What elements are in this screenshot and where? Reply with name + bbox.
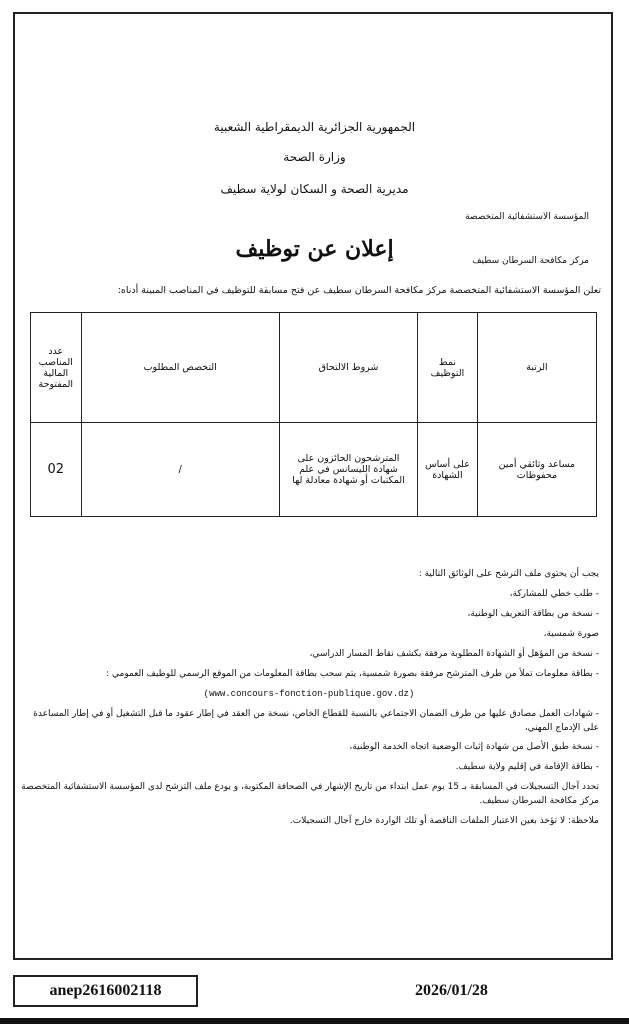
document-item: - نسخة طبق الأصل من شهادة إثبات الوضعية اتجاه الخدمة الوطنية، bbox=[349, 742, 599, 753]
documents-section bbox=[19, 568, 599, 835]
document-item: - نسخة من بطاقة التعريف الوطنية، bbox=[467, 608, 599, 619]
cell-specialty: / bbox=[81, 423, 279, 517]
bottom-border bbox=[0, 1018, 629, 1024]
document-item: - بطاقة معلومات تملأ من طرف المترشح مرفقة بصورة شمسية، يتم سحب بطاقة المعلومات من الموقع الرسمي للوظيف العمومي : bbox=[106, 668, 599, 679]
header-specialty: التخصص المطلوب bbox=[81, 313, 279, 423]
cell-mode: على أساس الشهادة bbox=[418, 423, 478, 517]
header-mode: نمط التوظيف bbox=[418, 313, 478, 423]
header-conditions: شروط الالتحاق bbox=[279, 313, 417, 423]
document-item: - بطاقة الإقامة في إقليم ولاية سطيف. bbox=[455, 762, 599, 773]
table-header-row bbox=[31, 313, 597, 423]
note: ملاحظة: لا تؤخذ بعين الاعتبار الملفات الناقصة أو تلك الواردة خارج آجال التسجيلات. bbox=[289, 816, 599, 827]
document-item: - طلب خطي للمشاركة، bbox=[509, 588, 599, 599]
positions-table bbox=[30, 312, 597, 517]
header-positions: عدد المناصب المالية المفتوحة bbox=[31, 313, 82, 423]
table-row bbox=[31, 423, 597, 517]
cell-grade: مساعد وثائقي أمين محفوظات bbox=[477, 423, 596, 517]
url-line bbox=[19, 688, 599, 702]
cell-positions: 02 bbox=[31, 423, 82, 517]
cell-conditions: المترشحون الحائزون على شهادة الليسانس في علم المكتبات أو شهادة معادلة لها bbox=[279, 423, 417, 517]
document-item: - شهادات العمل مصادق عليها من طرف الضمان الاجتماعي بالنسبة للقطاع الخاص، نسخة من العقد في إطار عقود ما قبل التشغيل أو في إطار المساعدة على الإدماج المهني، bbox=[33, 708, 599, 733]
header-ministry: وزارة الصحة bbox=[283, 150, 346, 164]
documents-intro: يجب أن يحتوي ملف الترشح على الوثائق التالية : bbox=[418, 569, 599, 579]
header-grade: الرتبة bbox=[477, 313, 596, 423]
organization-name: المؤسسة الاستشفائية المتخصصة bbox=[465, 212, 589, 222]
header-directorate: مديرية الصحة و السكان لولاية سطيف bbox=[220, 182, 409, 196]
reference-code: anep2616002118 bbox=[13, 975, 198, 1007]
recruitment-url: (www.concours-fonction-publique.gov.dz) bbox=[203, 688, 415, 699]
publication-date: 2026/01/28 bbox=[415, 982, 488, 999]
header-republic: الجمهورية الجزائرية الديمقراطية الشعبية bbox=[213, 120, 416, 134]
page-title: إعلان عن توظيف bbox=[235, 236, 394, 262]
registration-deadline: تحدد آجال التسجيلات في المسابقة بـ 15 يوم عمل ابتداء من تاريخ الإشهار في الصحافة المكتوبة، و يودع ملف الترشح لدى المؤسسة الاستشفائية المتخصصة مركز مكافحة السرطان سطيف. bbox=[21, 782, 599, 807]
intro-text: تعلن المؤسسة الاستشفائية المتخصصة مركز مكافحة السرطان سطيف عن فتح مسابقة للتوظيف في المناصب المبينة أدناه: bbox=[117, 285, 601, 296]
document-item: صورة شمسية، bbox=[543, 628, 599, 639]
organization-center: مركز مكافحة السرطان سطيف bbox=[472, 256, 589, 266]
document-item: - نسخة من المؤهل أو الشهادة المطلوبة مرفقة بكشف نقاط المسار الدراسي، bbox=[309, 648, 599, 659]
